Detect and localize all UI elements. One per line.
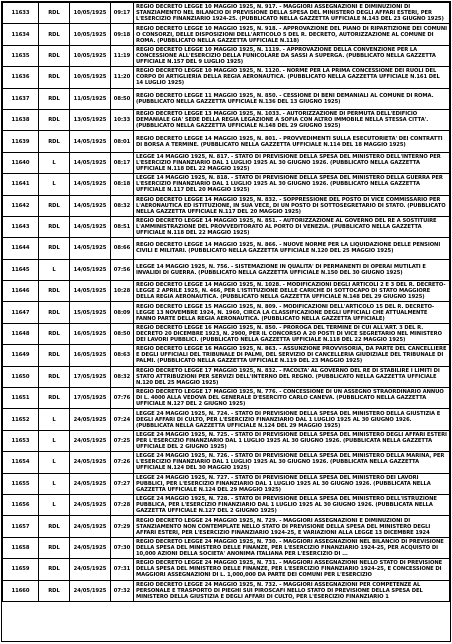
act-type-cell: RDL: [39, 580, 70, 601]
record-number-cell: 11638: [3, 109, 39, 130]
record-number-cell: 11634: [3, 24, 39, 45]
act-type-cell: RDL: [39, 559, 70, 580]
record-number-cell: 11633: [3, 3, 39, 24]
record-number-cell: 11646: [3, 281, 39, 302]
act-date-cell: 24/05/1925: [70, 452, 111, 473]
table-row: [3, 216, 450, 237]
table-row: [3, 409, 450, 430]
act-description-text: LEGGE 24 MAGGIO 1925, N. 727. - STATO DI PREVISIONE DELLA SPESA DEL MINISTERO DEI LAVORI PUBBLICI, PER L'ESERCIZIO FINANZIARIO DAL 1 LUGLIO 1925 AL 30 GIUGNO 1926. (PUBBLICATA NELLA GAZZETTA UFFICIALE N.124 DEL 29 MAGGIO 1925): [136, 474, 431, 493]
act-date-cell: 10/05/1925: [70, 45, 111, 66]
act-type-cell: L: [39, 452, 70, 473]
record-number-cell: 11655: [3, 473, 39, 494]
act-description-text: LEGGE 24 MAGGIO 1925, N. 728. - STATO DI PREVISIONE DELLA SPESA DEL MINISTERO DELL'ISTRUZIONE PUBBLICA, PER L'ESERCIZIO FINANZIARIO DAL 1 LUGLIO 1925 AL 30 GIUGNO 1926. (PUBBLICATA NELLA GAZZETTA UFFICIALE N.127 DEL 2 GIUGNO 1925): [136, 496, 437, 515]
act-code-cell: 10:28: [111, 281, 134, 302]
record-number-cell: 11641: [3, 174, 39, 195]
act-type-cell: RDL: [39, 516, 70, 537]
table-row: [3, 494, 450, 515]
act-code-cell: 08:50: [111, 88, 134, 109]
act-date-cell: 14/05/1925: [70, 131, 111, 152]
act-description-cell: [134, 259, 450, 280]
act-type-cell: RDL: [39, 88, 70, 109]
act-type-cell: L: [39, 494, 70, 515]
table-row: [3, 302, 450, 323]
act-date-cell: 16/05/1925: [70, 345, 111, 366]
table-row: [3, 366, 450, 387]
act-code-cell: 11:19: [111, 45, 134, 66]
record-number-cell: 11636: [3, 67, 39, 88]
act-description-cell: [134, 281, 450, 302]
record-number-cell: 11642: [3, 195, 39, 216]
act-date-cell: 24/05/1925: [70, 494, 111, 515]
record-number-cell: 11650: [3, 366, 39, 387]
act-description-cell: [134, 131, 450, 152]
act-description-text: REGIO DECRETO LEGGE 11 MAGGIO 1925, N. 850. - CESSIONE DI BENI DEMANIALI AL COMUNE DI ROMA. (PUBBLICATO NELLA GAZZETTA UFFICIALE N.136 DEL 13 GIUGNO 1925): [136, 92, 434, 105]
table-row: [3, 45, 450, 66]
act-description-cell: [134, 3, 450, 24]
table-row: [3, 537, 450, 558]
record-number-cell: 11643: [3, 216, 39, 237]
act-type-cell: RDL: [39, 366, 70, 387]
act-code-cell: 09:18: [111, 24, 134, 45]
legislation-register: [1, 1, 451, 642]
act-date-cell: 24/05/1925: [70, 409, 111, 430]
act-code-cell: 08:01: [111, 131, 134, 152]
act-description-text: LEGGE 24 MAGGIO 1925, N. 726. - STATO DI PREVISIONE DELLA SPESA DEL MINISTERO DELLA MARINA, PER L'ESERCIZIO FINANZIARIO DAL 1 LUGLIO 1925 AL 30 GIUGNO 1926. (PUBBLICATA NELLA GAZZETTA UFFICIALE N.124 DEL 30 MAGGIO 1925): [136, 453, 445, 472]
act-description-cell: [134, 174, 450, 195]
table-row: [3, 559, 450, 580]
register-body: [3, 3, 450, 602]
act-type-cell: RDL: [39, 537, 70, 558]
act-description-text: REGIO DECRETO LEGGE 15 MAGGIO 1925, N. 809. - MODIFICAZIONI DELL'ARTICOLO 15 DEL R. DECRETO-LEGGE 13 NOVEMBRE 1924, N. 1960, CIRCA LA CLASSIFICAZIONE DEGLI UFFICIALI CHE ATTUALMENTE FANNO PARTE DELLA REGIA AERONAUTICA. (PUBBLICATO NELLA GAZZETTA UFFICIALE): [136, 303, 435, 322]
act-description-cell: [134, 24, 450, 45]
act-description-cell: [134, 216, 450, 237]
register-table: [2, 2, 450, 602]
act-date-cell: 24/05/1925: [70, 516, 111, 537]
act-description-text: REGIO DECRETO LEGGE 17 MAGGIO 1925, N. 776. - CONCESSIONE DI UN ASSEGNO STRAORDINARIO ANNUO DI L. 4000 ALLA VEDOVA DEL GENERALE D'ESERCITO CARLO CANEVA. (PUBBLICATO NELLA GAZZETTA UFFICIALE N.127 DEL 2 GIUGNO 1925): [136, 389, 444, 408]
table-row: [3, 323, 450, 344]
act-code-cell: 08:32: [111, 366, 134, 387]
act-description-text: REGIO DECRETO LEGGE 17 MAGGIO 1925, N. 832. - FACOLTA' AL GOVERNO DEL RE DI STABILIRE I LIMITI DI STATO ATTRIBUZIONI PER SERVIZI DELL'INTERNO DEL REGNO. (PUBBLICATO NELLA GAZZETTA UFFICIALE N.120 DEL 25 MAGGIO 1925): [136, 367, 440, 386]
act-description-text: REGIO DECRETO LEGGE 10 MAGGIO 1925, N. 918. - APPROVAZIONE DEL PIANO DI RIPARTIZIONE DEI COMUNI O CONSORZI, DELLE DISPOSIZIONI DELL'ARTICOLO 5 DEL R. DECRETO, AUTORIZZAZIONE AL COMUNE DI ROMA. (PUBBLICATO NELLA GAZZETTA UFFICIALE N.118): [136, 25, 447, 44]
table-row: [3, 67, 450, 88]
act-date-cell: 14/05/1925: [70, 152, 111, 173]
act-type-cell: RDL: [39, 216, 70, 237]
act-date-cell: 17/05/1925: [70, 388, 111, 409]
table-row: [3, 88, 450, 109]
table-row: [3, 195, 450, 216]
act-code-cell: 07:24: [111, 409, 134, 430]
act-description-cell: [134, 152, 450, 173]
act-date-cell: 24/05/1925: [70, 430, 111, 451]
act-type-cell: RDL: [39, 24, 70, 45]
act-description-text: REGIO DECRETO LEGGE 10 MAGGIO 1925, N. 1120. - NORME PER LA PRIMA CONCESSIONE DEI RUOLI DEL CORPO DI ARTIGLIERIA DELLA REGIA AERONAUTICA. (PUBBLICATO NELLA GAZZETTA UFFICIALE N.161 DEL 14 LUGLIO 1925): [136, 68, 440, 87]
record-number-cell: 11647: [3, 302, 39, 323]
act-description-text: REGIO DECRETO LEGGE 10 MAGGIO 1925, N. 917. - MAGGIORI ASSEGNAZIONI E DIMINUZIONI DI STANZIAMENTO NEL BILANCIO DI PREVISIONE DELLA SPESA DEL MINISTERO DEGLI AFFARI ESTERI, PER L'ESERCIZIO FINANZIARIO 1924-25. (PUBBLICATO NELLA GAZZETTA UFFICIALE N.143 DEL 23 GIUGNO 1925): [136, 4, 444, 23]
act-type-cell: RDL: [39, 45, 70, 66]
act-date-cell: 14/05/1925: [70, 216, 111, 237]
table-row: [3, 281, 450, 302]
record-number-cell: 11635: [3, 45, 39, 66]
act-code-cell: 10:33: [111, 109, 134, 130]
act-description-text: REGIO DECRETO LEGGE 16 MAGGIO 1925, N. 863. - ASSUNZIONE PROVVISORIA, DA PARTE DEL CANCELLIERE E DEGLI UFFICIALI DEL TRIBUNALE DI PALMI, DEL SERVIZIO DI CANCELLERIA GIUDIZIALE DEL TRIBUNALE DI PALMI. (PUBBLICATO NELLA GAZZETTA UFFICIALE N.119 DEL 23 MAGGIO 1925): [136, 346, 447, 365]
table-row: [3, 345, 450, 366]
act-description-cell: [134, 109, 450, 130]
act-type-cell: RDL: [39, 388, 70, 409]
record-number-cell: 11657: [3, 516, 39, 537]
act-date-cell: 14/05/1925: [70, 195, 111, 216]
table-row: [3, 388, 450, 409]
act-date-cell: 13/05/1925: [70, 109, 111, 130]
act-type-cell: RDL: [39, 131, 70, 152]
act-description-text: REGIO DECRETO LEGGE 24 MAGGIO 1925, N. 729. - MAGGIORI ASSEGNAZIONI E DIMINUZIONI DI STANZIAMENTO NON CONTEMPLATE NELLO STATO DI PREVISIONE DELLA SPESA DEL MINISTERO DEGLI AFFARI ESTERI, PER L'ESERCIZIO FINANZIARIO 1924-25, E VARIAZIONI ALLA LEGGE 13 DICEMBRE 1924: [136, 517, 431, 536]
act-code-cell: 11:20: [111, 67, 134, 88]
act-description-cell: [134, 195, 450, 216]
act-type-cell: RDL: [39, 345, 70, 366]
act-description-text: LEGGE 14 MAGGIO 1925, N. 818. - STATO DI PREVISIONE DELLA SPESA DEL MINISTERO DELLA GUERRA PER L'ESERCIZIO FINANZIARIO DAL 1 LUGLIO 1925 AL 30 GIUGNO 1926. (PUBBLICATO NELLA GAZZETTA UFFICIALE N.117 DEL 20 MAGGIO 1925): [136, 175, 443, 194]
act-date-cell: 10/05/1925: [70, 67, 111, 88]
act-code-cell: 07:26: [111, 452, 134, 473]
act-code-cell: 07:27: [111, 473, 134, 494]
act-type-cell: L: [39, 174, 70, 195]
act-code-cell: 08:17: [111, 152, 134, 173]
act-type-cell: L: [39, 409, 70, 430]
act-description-text: REGIO DECRETO LEGGE 16 MAGGIO 1925, N. 850. - PROROGA DEL TERMINE DI CUI ALL'ART. 3 DEL R. DECRETO 20 DICEMBRE 1923, N. 2900, PER IL CONCORSO A 20 POSTI DI VICE SEGRETARIO NEL MINISTERO DEI LAVORI PUBBLICI. (PUBBLICATO NELLA GAZZETTA UFFICIALE N.118 DEL 22 MAGGIO 1925): [136, 325, 442, 344]
act-description-text: LEGGE 24 MAGGIO 1925, N. 724. - STATO DI PREVISIONE DELLA SPESA DEL MINISTERO DELLA GIUSTIZIA E DEGLI AFFARI DI CULTO, PER L'ESERCIZIO FINANZIARIO DAL 1 LUGLIO 1925 AL 30 GIUGNO 1926. (PUBBLICATA NELLA GAZZETTA UFFICIALE N.124 DEL 29 MAGGIO 1925): [136, 410, 441, 429]
act-date-cell: 15/05/1925: [70, 302, 111, 323]
act-description-cell: [134, 452, 450, 473]
act-description-cell: [134, 430, 450, 451]
act-description-text: REGIO DECRETO LEGGE 24 MAGGIO 1925, N. 732. - MAGGIORI ASSEGNAZIONI PER COMPETENZE AL PERSONALE E TRASPORTO DI PIEGHI SUI PIROSCAFI NELLO STATO DI PREVISIONE DELLA SPESA DEL MINISTERO DELLA GIUSTIZIA E DEGLI AFFARI DI CULTO, PER L'ESERCIZIO FINANZIARIO 1: [136, 581, 423, 600]
act-description-text: REGIO DECRETO LEGGE 14 MAGGIO 1925, N. 832. - SOPPRESSIONE DEL POSTO DI VICE COMMISSARIO PER L'AERONAUTICA ED ISTITUZIONE, IN SUA VECE, DI UN POSTO DI SOTTOSEGRETARIO DI STATO. (PUBBLICATO NELLA GAZZETTA UFFICIALE N.117 DEL 20 MAGGIO 1925): [136, 196, 446, 215]
record-number-cell: 11654: [3, 452, 39, 473]
act-date-cell: 14/05/1925: [70, 174, 111, 195]
act-date-cell: 24/05/1925: [70, 537, 111, 558]
act-description-cell: [134, 302, 450, 323]
act-code-cell: 08:63: [111, 345, 134, 366]
record-number-cell: 11656: [3, 494, 39, 515]
table-row: [3, 259, 450, 280]
table-row: [3, 580, 450, 601]
act-code-cell: 08:09: [111, 302, 134, 323]
record-number-cell: 11640: [3, 152, 39, 173]
act-code-cell: 07:25: [111, 430, 134, 451]
act-description-cell: [134, 559, 450, 580]
act-description-text: LEGGE 24 MAGGIO 1925, N. 725. - STATO DI PREVISIONE DELLA SPESA DEL MINISTERO DEGLI AFFARI ESTERI PER L'ESERCIZIO FINANZIARIO DAL 1 LUGLIO 1925 AL 30 GIUGNO 1926. (PUBBLICATA NELLA GAZZETTA UFFICIALE DEL 2 GIUGNO 1925): [136, 432, 447, 450]
act-date-cell: 24/05/1925: [70, 559, 111, 580]
table-row: [3, 152, 450, 173]
act-type-cell: L: [39, 430, 70, 451]
act-description-text: REGIO DECRETO LEGGE 24 MAGGIO 1925, N. 731. - MAGGIORI ASSEGNAZIONI NELLO STATO DI PREVISIONE DELLA SPESA DEL MINISTERO DELLE FINANZE, PER L'ESERCIZIO FINANZIARIO 1924-25, E CONCESSIONE DI MAGGIORI ASSEGNAZIONI DI L. 1,000,000 DA PARTE DEI COMUNI PER L'ESERCIZIO: [136, 560, 443, 579]
act-description-cell: [134, 494, 450, 515]
act-type-cell: RDL: [39, 238, 70, 259]
act-code-cell: 07:76: [111, 388, 134, 409]
act-type-cell: RDL: [39, 302, 70, 323]
act-type-cell: RDL: [39, 67, 70, 88]
act-date-cell: 24/05/1925: [70, 580, 111, 601]
record-number-cell: 11660: [3, 580, 39, 601]
act-description-cell: [134, 580, 450, 601]
act-description-cell: [134, 409, 450, 430]
act-type-cell: RDL: [39, 195, 70, 216]
act-description-cell: [134, 388, 450, 409]
act-description-text: REGIO DECRETO LEGGE 14 MAGGIO 1925, N. 851. - AUTORIZZAZIONE AL GOVERNO DEL RE A SOSTITUIRE L'AMMINISTRAZIONE DEL PROVVEDITORATO AL PORTO DI VENEZIA. (PUBBLICATO NELLA GAZZETTA UFFICIALE N.118 DEL 22 MAGGIO 1925): [136, 218, 437, 237]
table-row: [3, 430, 450, 451]
table-row: [3, 238, 450, 259]
act-code-cell: 07:30: [111, 537, 134, 558]
act-description-text: LEGGE 14 MAGGIO 1925, N. 756. - SISTEMAZIONE IN QUALITA' DI PERMANENTI DI OPERAI MUTILATI E INVALIDI DI GUERRA. (PUBBLICATO NELLA GAZZETTA UFFICIALE N.150 DEL 30 GIUGNO 1925): [136, 263, 426, 276]
record-number-cell: 11658: [3, 537, 39, 558]
act-code-cell: 08:18: [111, 174, 134, 195]
act-description-cell: [134, 323, 450, 344]
act-description-cell: [134, 345, 450, 366]
act-description-cell: [134, 537, 450, 558]
table-row: [3, 452, 450, 473]
act-date-cell: 16/05/1925: [70, 323, 111, 344]
record-number-cell: 11649: [3, 345, 39, 366]
act-code-cell: 09:17: [111, 3, 134, 24]
act-date-cell: 10/05/1925: [70, 3, 111, 24]
act-description-text: REGIO DECRETO LEGGE 14 MAGGIO 1925, N. 866. - NUOVE NORME PER LA LIQUIDAZIONE DELLE PENSIONI CIVILI E MILITARI. (PUBBLICATO NELLA GAZZETTA UFFICIALE N.120 DEL 25 MAGGIO 1925): [136, 242, 441, 255]
act-description-cell: [134, 516, 450, 537]
act-code-cell: 07:56: [111, 259, 134, 280]
act-type-cell: RDL: [39, 3, 70, 24]
record-number-cell: 11648: [3, 323, 39, 344]
act-code-cell: 07:31: [111, 559, 134, 580]
act-description-text: REGIO DECRETO LEGGE 10 MAGGIO 1925, N. 1119. - APPROVAZIONE DELLA CONVENZIONE PER LA CONCESSIONE ALL'ESERCIZIO DELLA FUNICOLARE DA SASSI A SUPERGA. (PUBBLICATO NELLA GAZZETTA UFFICIALE N.157 DEL 9 LUGLIO 1925): [136, 46, 436, 65]
act-code-cell: 07:29: [111, 516, 134, 537]
record-number-cell: 11644: [3, 238, 39, 259]
act-date-cell: 14/05/1925: [70, 281, 111, 302]
act-date-cell: 11/05/1925: [70, 88, 111, 109]
table-row: [3, 109, 450, 130]
act-description-text: REGIO DECRETO LEGGE 13 MAGGIO 1925, N. 1033. - AUTORIZZAZIONE DI PERMUTA DELL'EDIFICIO DEMANIALE GIA' SEDE DELLA REGIA LEGAZIONE A SOFIA CON ALTRO IMMOBILE NELLA STESSA CITTA'. (PUBBLICATO NELLA GAZZETTA UFFICIALE N.148 DEL 29 GIUGNO 1925): [136, 111, 429, 130]
table-row: [3, 516, 450, 537]
act-date-cell: 17/05/1925: [70, 366, 111, 387]
act-date-cell: 14/05/1925: [70, 238, 111, 259]
act-code-cell: 07:32: [111, 580, 134, 601]
act-description-text: REGIO DECRETO LEGGE 14 MAGGIO 1925, N. 801. - PROVVEDIMENTI SULLA ESECUTORIETA' DEI CONTRATTI DI BORSA A TERMINE. (PUBBLICATO NELLA GAZZETTA UFFICIALE N.114 DEL 18 MAGGIO 1925): [136, 135, 443, 148]
act-date-cell: 14/05/1925: [70, 259, 111, 280]
act-description-cell: [134, 238, 450, 259]
table-row: [3, 3, 450, 24]
act-type-cell: L: [39, 473, 70, 494]
record-number-cell: 11645: [3, 259, 39, 280]
record-number-cell: 11659: [3, 559, 39, 580]
act-description-text: REGIO DECRETO LEGGE 14 MAGGIO 1925, N. 1028. - MODIFICAZIONI DEGLI ARTICOLI 2 E 3 DEL R. DECRETO-LEGGE 2 APRILE 1925, N. 466, PER L'ISTITUZIONE DELLE CARICHE DI SOTTOCAPO DI STATO MAGGIORE DELLA REGIA AERONAUTICA. (PUBBLICATO NELLA GAZZETTA UFFICIALE N.148 DEL 29 GIUGNO 1925): [136, 282, 446, 301]
table-row: [3, 131, 450, 152]
act-description-cell: [134, 88, 450, 109]
table-row: [3, 24, 450, 45]
record-number-cell: 11651: [3, 388, 39, 409]
act-type-cell: RDL: [39, 323, 70, 344]
act-description-cell: [134, 67, 450, 88]
act-code-cell: 08:32: [111, 195, 134, 216]
act-description-cell: [134, 366, 450, 387]
record-number-cell: 11652: [3, 409, 39, 430]
act-type-cell: RDL: [39, 281, 70, 302]
act-description-text: LEGGE 14 MAGGIO 1925, N. 817. - STATO DI PREVISIONE DELLA SPESA DEL MINISTERO DELL'INTERNO PER L'ESERCIZIO FINANZIARIO DAL 1 LUGLIO 1925 AL 30 GIUGNO 1926. (PUBBLICATO NELLA GAZZETTA UFFICIALE N.118 DEL 22 MAGGIO 1925): [136, 153, 441, 172]
act-code-cell: 08:50: [111, 323, 134, 344]
act-date-cell: 24/05/1925: [70, 473, 111, 494]
table-row: [3, 174, 450, 195]
act-type-cell: RDL: [39, 109, 70, 130]
act-type-cell: L: [39, 259, 70, 280]
act-description-cell: [134, 473, 450, 494]
act-type-cell: L: [39, 152, 70, 173]
act-code-cell: 08:51: [111, 216, 134, 237]
act-date-cell: 10/05/1925: [70, 24, 111, 45]
act-code-cell: 07:28: [111, 494, 134, 515]
table-row: [3, 473, 450, 494]
record-number-cell: 11653: [3, 430, 39, 451]
record-number-cell: 11639: [3, 131, 39, 152]
act-description-cell: [134, 45, 450, 66]
act-code-cell: 08:66: [111, 238, 134, 259]
act-description-text: REGIO DECRETO LEGGE 24 MAGGIO 1925, N. 730. - MAGGIORI ASSEGNAZIONI NEL BILANCIO DI PREVISIONE DELLA SPESA DEL MINISTERO DELLE FINANZE, PER L'ESERCIZIO FINANZIARIO 1924-25, PER ACQUISTO DI 10,000 AZIONI DELLA SOCIETA' ANONIMA ITALIANA PER L'ESERCIZIO DI ...: [136, 538, 444, 557]
record-number-cell: 11637: [3, 88, 39, 109]
